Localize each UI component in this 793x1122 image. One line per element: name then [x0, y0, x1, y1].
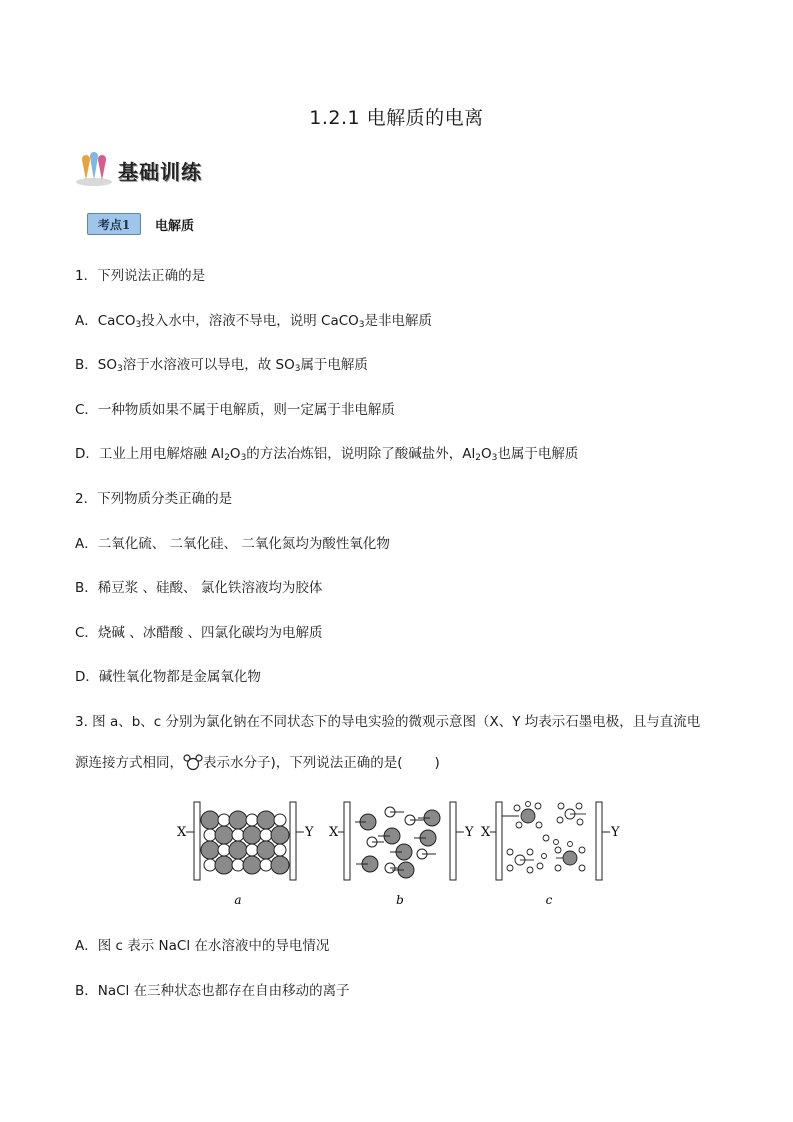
- electrode-x-c: [496, 802, 502, 880]
- electrode-y-a: [290, 802, 296, 880]
- q1-option-d: D．工业上用电解熔融 $Al_2O_3$的方法冶炼铝，说明除了酸碱盐外，$Al_2O_3$也属于电解质: [75, 446, 579, 463]
- electrode-y-b: [450, 802, 456, 880]
- caption-c: c: [545, 893, 553, 907]
- q3-option-b: B．NaCl 在三种状态也都存在自由移动的离子: [75, 983, 350, 999]
- caption-b: b: [396, 893, 404, 907]
- page-title: 1.2.1 电解质的电离: [309, 107, 484, 129]
- q2-option-d: D．碱性氧化物都是金属氧化物: [75, 669, 261, 685]
- pencils-icon: [74, 152, 114, 188]
- electrode-x-label-a: X: [177, 825, 187, 840]
- electrode-x-b: [344, 802, 350, 880]
- topic-header: [87, 213, 194, 235]
- caption-a: a: [234, 893, 242, 907]
- q2-option-a: A．二氧化硫、 二氧化硅、 二氧化氮均为酸性氧化物: [75, 536, 390, 552]
- figure-b: [329, 802, 474, 907]
- q2-option-b: B．稀豆浆 、硅酸、 氯化铁溶液均为胶体: [75, 580, 323, 596]
- q1-stem: 1．下列说法正确的是: [75, 268, 206, 284]
- nacl-conduction-diagram: [174, 798, 624, 913]
- electrode-x-a: [194, 802, 200, 880]
- electrode-y-label-c: Y: [611, 825, 620, 840]
- q3-stem-line2: 源连接方式相同， 表示水分子)，下列说法正确的是( ): [75, 755, 440, 771]
- water-molecule-icon: [183, 753, 203, 771]
- q2-option-c: C．烧碱 、冰醋酸 、四氯化碳均为电解质: [75, 625, 323, 641]
- q3-option-a: A．图 c 表示 NaCl 在水溶液中的导电情况: [75, 938, 330, 954]
- electrode-y-c: [596, 802, 602, 880]
- q3-stem-line1: 3. 图 a、b、c 分别为氯化钠在不同状态下的导电实验的微观示意图（X、Y 均表示石墨电极，且与直流电: [75, 714, 701, 730]
- section-banner: [74, 150, 202, 190]
- figure-a: [177, 802, 314, 907]
- electrode-y-label-b: Y: [465, 825, 474, 840]
- q1-option-a: A．CaCO$_3$投入水中，溶液不导电，说明 CaCO$_3$是非电解质: [75, 313, 433, 330]
- figure-c: [481, 802, 620, 908]
- electrode-x-label-b: X: [329, 825, 339, 840]
- topic-badge: 考点1: [87, 213, 141, 235]
- q1-option-b: B．$SO_3$溶于水溶液可以导电，故 $SO_3$属于电解质: [75, 357, 368, 374]
- electrode-y-label-a: Y: [305, 825, 314, 840]
- q2-stem: 2．下列物质分类正确的是: [75, 491, 233, 507]
- electrode-x-label-c: X: [481, 825, 491, 840]
- banner-title: 基础训练: [118, 159, 202, 184]
- topic-name: 电解质: [155, 218, 195, 234]
- q1-option-c: C．一种物质如果不属于电解质，则一定属于非电解质: [75, 402, 395, 418]
